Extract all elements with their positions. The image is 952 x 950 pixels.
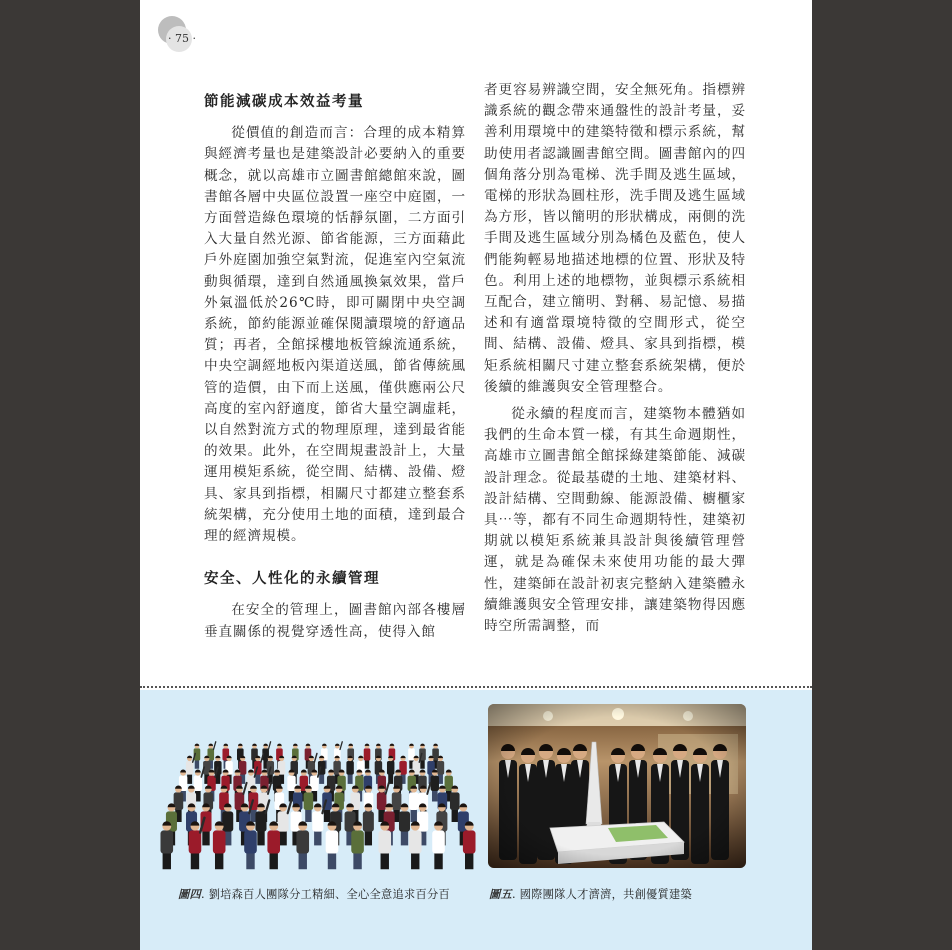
figure-label: 圖五	[489, 888, 512, 901]
right-column	[484, 80, 746, 637]
dotted-divider	[140, 686, 812, 688]
caption-model-photo	[489, 886, 692, 902]
caption-team-photo	[178, 886, 450, 902]
paragraph-safety-cont: 者更容易辨識空間，安全無死角。指標辨識系統的觀念帶來通盤性的設計考量，妥善利用環境中的建築特徵和標示系統，幫助使用者認識圖書館空間。圖書館內的四個角落分別為電梯、洗手間及逃生區域，電梯的形狀為圓柱形，洗手間及逃生區域為方形，皆以簡明的形狀構成，兩側的洗手間及逃生區域分別為橘色及藍色，使人們能夠輕易地描述地標的位置、形狀及特色。利用上述的地標物，並與標示系統相互配合，建立簡明、對稱、易記憶、易描述和有適當環境特徵的空間形式，從空間、結構、設備、燈具、家具到指標，模矩系統相關尺寸建立整套系統架構，便於後續的維護與安全管理整合。	[484, 82, 746, 395]
paragraph-sustainability: 從永續的程度而言，建築物本體猶如我們的生命本質一樣，有其生命週期性，高雄市立圖書館全館採綠建築節能、減碳設計理念。從最基礎的土地、建築材料、設計結構、空間動線、能源設備、櫥櫃家具⋯等，都有不同生命週期特性，建築初期就以模矩系統兼具設計與後續管理營運，就是為確保未來使用功能的最大彈性，建築師在設計初衷完整納入建築體永續維護與安全管理安排，讓建築物得因應時空所需調整，而	[484, 406, 746, 635]
left-column	[204, 92, 466, 643]
model-photo	[488, 704, 746, 868]
photo-band	[140, 690, 812, 950]
figure-label: 圖四	[178, 888, 201, 901]
caption-text: . 劉培森百人團隊分工精細、全心全意追求百分百	[200, 888, 450, 901]
paragraph-energy: 從價值的創造而言：合理的成本精算與經濟考量也是建築設計必要納入的重要概念，就以高雄市立圖書館總館來說，圖書館各層中央區位設置一座空中庭園，一方面營造綠色環境的恬靜氛圍，二方面引入大量自然光源、節省能源，三方面藉此戶外庭園加強空氣對流，促進室內空氣流動與循環，達到自然通風換氣效果，當戶外氣溫低於26℃時，即可關閉中央空調系統，節約能源並確保閱讀環境的舒適品質；再者，全館採樓地板管線流通系統，中央空調經地板內渠道送風，節省傳統風管的造價，由下而上送風，僅供應兩公尺高度的室內舒適度，節省大量空調虛耗，以自然對流方式的物理原理，達到最省能的效果。此外，在空間規畫設計上，大量運用模矩系統，從空間、結構、設備、燈具、家具到指標，相關尺寸都建立整套系統架構，充分使用土地的面積，達到最合理的經濟規模。	[204, 125, 466, 545]
page-number-badge	[158, 16, 198, 56]
team-photo	[156, 722, 478, 880]
document-page	[140, 0, 812, 950]
section-heading-energy: 節能減碳成本效益考量	[204, 94, 364, 110]
paragraph-safety-start: 在安全的管理上，圖書館內部各樓層垂直關係的視覺穿透性高，使得入館	[204, 602, 466, 640]
page-number: · 75 ·	[168, 32, 196, 45]
caption-text: . 國際團隊人才濟濟，共創優質建築	[511, 888, 693, 901]
section-heading-safety: 安全、人性化的永續管理	[204, 571, 380, 588]
